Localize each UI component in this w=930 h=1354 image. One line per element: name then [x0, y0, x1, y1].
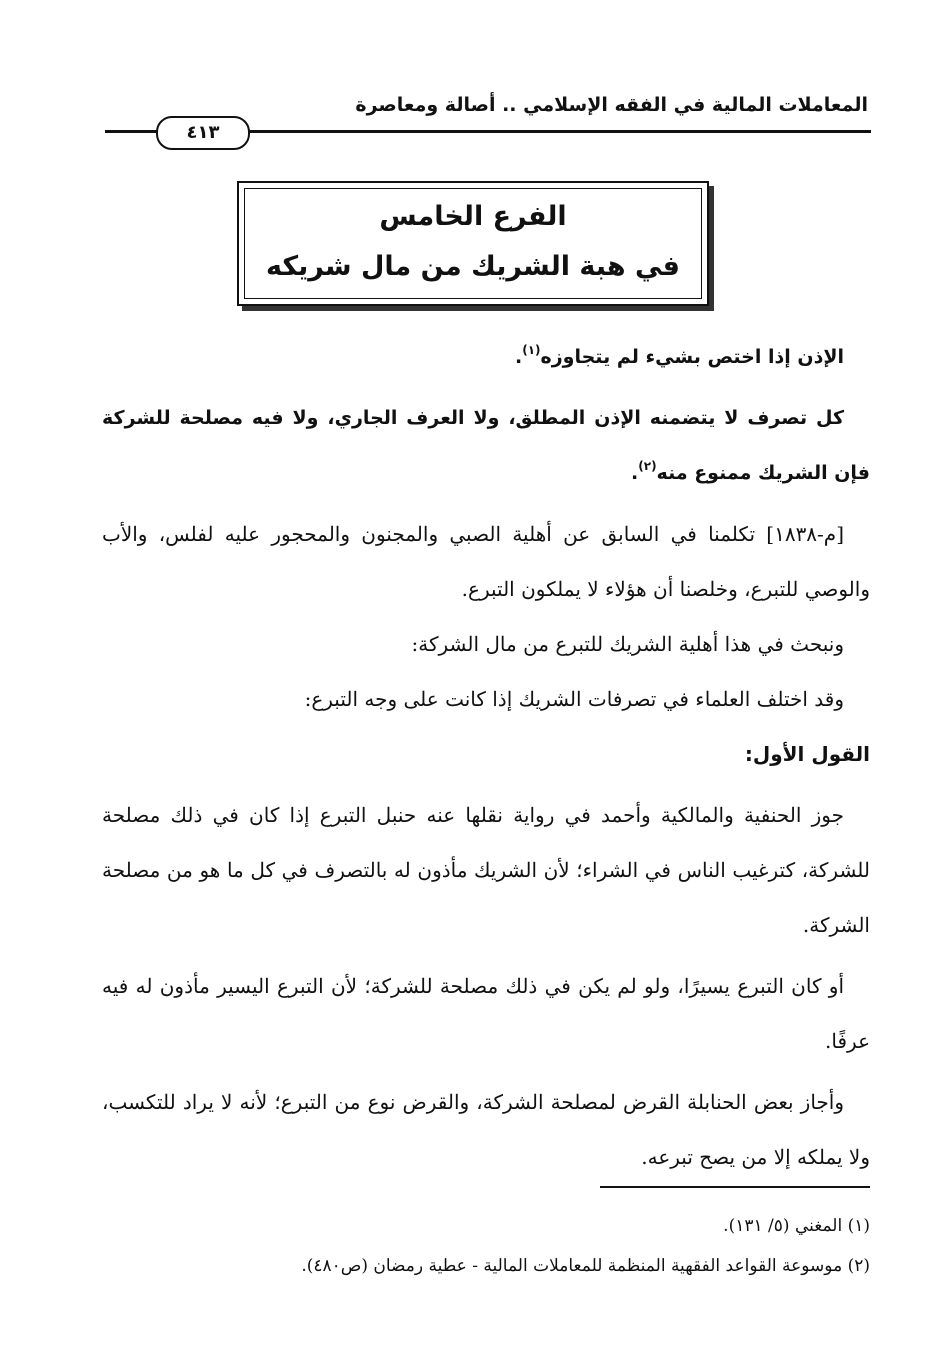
paragraph-minor-donation: أو كان التبرع يسيرًا، ولو لم يكن في ذلك مصلحة للشركة؛ لأن التبرع اليسير مأذون له فيه عرفًا.: [102, 974, 870, 1053]
paragraph-hanafi: جوز الحنفية والمالكية وأحمد في رواية نقلها عنه حنبل التبرع إذا كان في ذلك مصلحة للشركة، كترغيب الناس في الشراء؛ لأن الشريك مأذون له بالتصرف في كل ما هو من مصلحة الشركة.: [102, 803, 871, 937]
first-opinion-heading: القول الأول:: [744, 742, 870, 766]
rule-paragraph-2: [102, 391, 870, 501]
page-number: ٤١٣: [156, 116, 250, 150]
section-title: الفرع الخامس: [379, 201, 567, 232]
section-subtitle: في هبة الشريك من مال شريكه: [266, 251, 680, 282]
running-header: المعاملات المالية في الفقه الإسلامي .. أصالة ومعاصرة: [355, 94, 868, 116]
rule-paragraph-1: [102, 330, 870, 385]
rule-1-text: الإذن إذا اختص بشيء لم يتجاوزه: [540, 346, 844, 368]
rule-2-text: كل تصرف لا يتضمنه الإذن المطلق، ولا العرف الجاري، ولا فيه مصلحة للشركة فإن الشريك ممنوع منه: [102, 407, 870, 484]
footnote-rule: [600, 1186, 870, 1188]
footnote-2: (٢) موسوعة القواعد الفقهية المنظمة للمعاملات المالية - عطية رمضان (ص٤٨٠).: [301, 1256, 870, 1276]
section-title-box: [237, 181, 709, 306]
body-text: [102, 330, 870, 1185]
paragraph-1838: [م-١٨٣٨] تكلمنا في السابق عن أهلية الصبي والمجنون والمحجور عليه لفلس، والأب والوصي للتبرع، وخلصنا أن هؤلاء لا يملكون التبرع.: [102, 522, 870, 601]
rule-1-end: .: [515, 346, 523, 368]
footnote-ref-1: (١): [522, 343, 541, 357]
paragraph-hanbali-loan: وأجاز بعض الحنابلة القرض لمصلحة الشركة، والقرض نوع من التبرع؛ لأنه لا يراد للتكسب، ولا يملكه إلا من يصح تبرعه.: [102, 1090, 870, 1169]
footnotes: [102, 1206, 870, 1286]
paragraph-research: ونبحث في هذا أهلية الشريك للتبرع من مال الشركة:: [411, 632, 844, 656]
footnote-ref-2: (٢): [638, 459, 657, 473]
paragraph-disagreement: وقد اختلف العلماء في تصرفات الشريك إذا كانت على وجه التبرع:: [304, 687, 844, 711]
rule-2-end: .: [631, 462, 639, 484]
footnote-1: (١) المغني (٥/ ١٣١).: [723, 1216, 870, 1236]
